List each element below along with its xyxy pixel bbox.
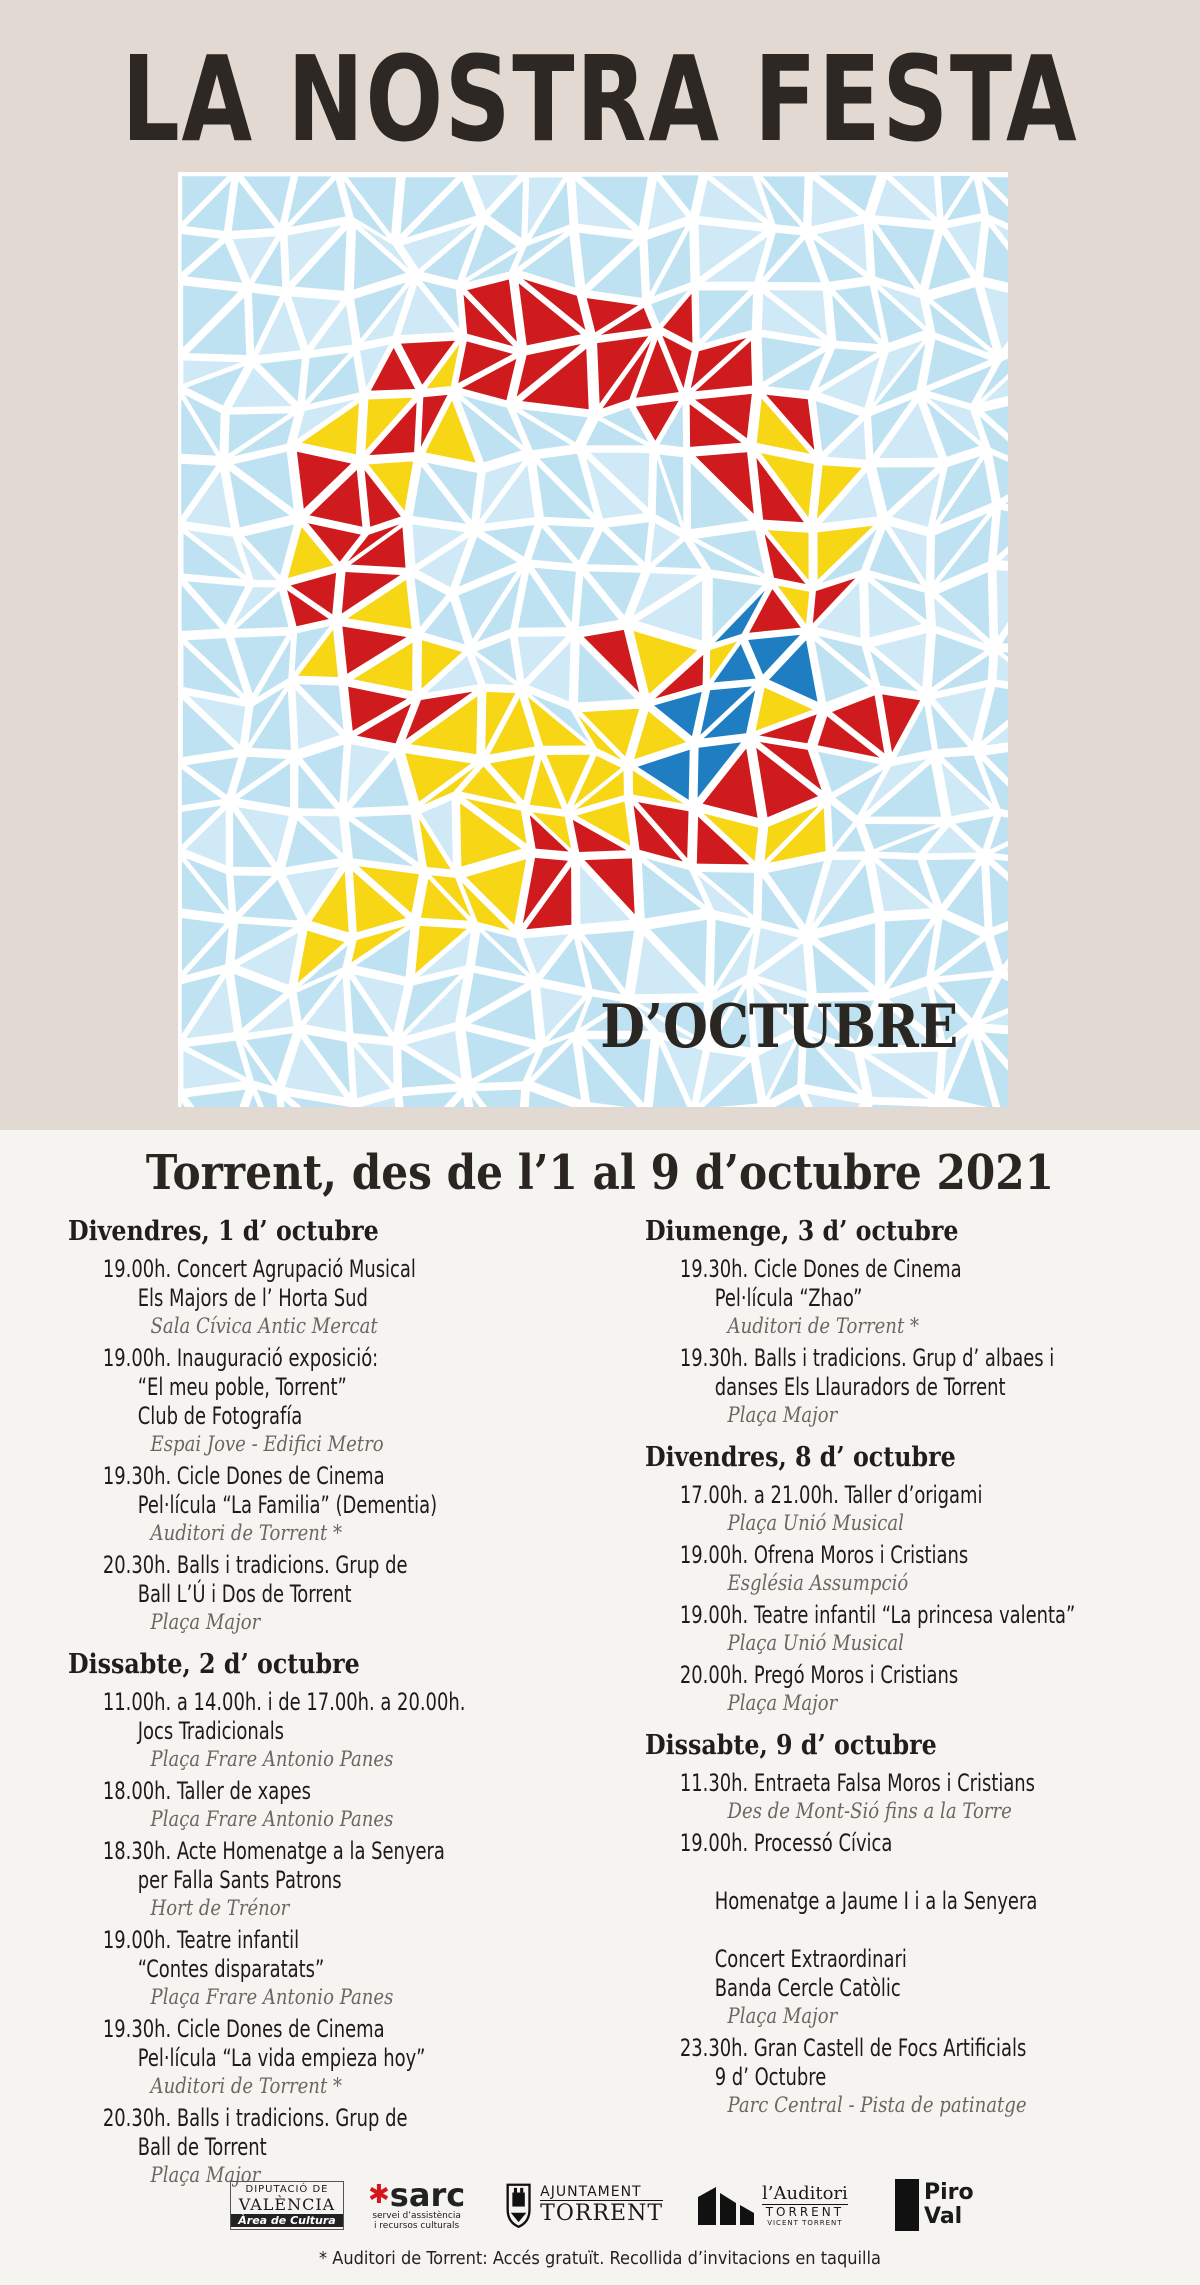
logo-ajuntament: [503, 2172, 663, 2238]
event-venue: Hort de Trénor: [150, 1896, 290, 1920]
event-venue: Plaça Frare Antonio Panes: [150, 1807, 394, 1831]
event-time-title: 18.00h. Taller de xapes: [102, 1777, 311, 1805]
event-time-title: 19.00h. Concert Agrupació Musical: [102, 1255, 416, 1283]
piroval-mark-icon: [895, 2179, 919, 2231]
event-time-title: 20.30h. Balls i tradicions. Grup de: [102, 2104, 408, 2132]
event-venue: Plaça Major: [727, 1403, 838, 1427]
sarc-name: sarc: [389, 2176, 466, 2214]
piroval-line1: Piro: [924, 2180, 974, 2205]
auditori-line1: l’Auditori: [762, 2183, 848, 2204]
event-time-title: 18.30h. Acte Homenatge a la Senyera: [102, 1837, 445, 1865]
event-detail-line: “El meu poble, Torrent”: [137, 1373, 347, 1401]
event-time-title: 17.00h. a 21.00h. Taller d’origami: [679, 1481, 983, 1509]
ajuntament-line2: TORRENT: [540, 2201, 663, 2226]
schedule-event: [645, 1255, 1185, 1340]
sarc-line1: servei d’assistència: [372, 2211, 461, 2221]
event-time-title: 23.30h. Gran Castell de Focs Artificials: [679, 2034, 1027, 2062]
day-heading: Divendres, 8 d’ octubre: [645, 1442, 956, 1473]
schedule-event: [68, 1926, 628, 2011]
diputacio-line3: Àrea de Cultura: [231, 2214, 343, 2227]
sponsor-logos: [0, 2172, 1200, 2242]
event-time-title: 20.00h. Pregó Moros i Cristians: [679, 1661, 959, 1689]
event-detail-line: [645, 1916, 1093, 1945]
event-venue: Església Assumpció: [727, 1571, 909, 1595]
event-detail-line: Club de Fotografía: [137, 1402, 303, 1430]
event-detail-line: [645, 1858, 1093, 1887]
day-heading: Divendres, 1 d’ octubre: [68, 1216, 379, 1247]
event-detail-line: Banda Cercle Catòlic: [714, 1974, 901, 2002]
schedule-event: [645, 2034, 1185, 2119]
event-detail-line: Pel·lícula “Zhao”: [714, 1284, 863, 1312]
event-detail-line: 9 d’ Octubre: [714, 2063, 827, 2091]
event-time-title: 19.00h. Teatre infantil: [102, 1926, 300, 1954]
auditori-building-icon: [696, 2183, 756, 2227]
event-time-title: 19.30h. Cicle Dones de Cinema: [679, 1255, 962, 1283]
auditori-line2: TORRENT: [762, 2204, 848, 2219]
event-time-title: 19.00h. Teatre infantil “La princesa valenta”: [679, 1601, 1076, 1629]
event-detail-line: Ball de Torrent: [137, 2133, 267, 2161]
schedule-event: [645, 1769, 1185, 1825]
event-detail-line: Jocs Tradicionals: [137, 1717, 285, 1745]
diputacio-line2: VALÈNCIA: [238, 2194, 336, 2214]
event-venue: Plaça Frare Antonio Panes: [150, 1747, 394, 1771]
schedule-event: [645, 1344, 1185, 1429]
sarc-star-icon: ✱: [368, 2180, 390, 2210]
event-venue: Plaça Frare Antonio Panes: [150, 1985, 394, 2009]
mosaic-artwork: [178, 172, 1008, 1107]
event-detail-line: Pel·lícula “La Familia” (Dementia): [137, 1491, 438, 1519]
schedule-event: [645, 1661, 1185, 1717]
event-time-title: 11.00h. a 14.00h. i de 17.00h. a 20.00h.: [102, 1688, 466, 1716]
sarc-line2: i recursos culturals: [373, 2221, 460, 2231]
torrent-coat-of-arms-icon: [503, 2175, 534, 2235]
event-detail-line: Els Majors de l’ Horta Sud: [137, 1284, 368, 1312]
event-time-title: 19.30h. Balls i tradicions. Grup d’ albaes i: [679, 1344, 1055, 1372]
diputacio-line1: DIPUTACIÓ DE: [245, 2183, 329, 2195]
schedule-right-column: [645, 1215, 1185, 2123]
date-label: D’OCTUBRE: [600, 992, 958, 1062]
event-time-title: 19.00h. Inauguració exposició:: [102, 1344, 379, 1372]
schedule-event: [68, 1462, 628, 1547]
event-venue: Plaça Major: [727, 1691, 838, 1715]
event-detail-line: “Contes disparatats”: [137, 1955, 325, 1983]
event-venue: Des de Mont-Sió fins a la Torre: [727, 1799, 1012, 1823]
schedule-event: [68, 1777, 628, 1833]
event-venue: Auditori de Torrent *: [727, 1314, 919, 1338]
day-heading: Diumenge, 3 d’ octubre: [645, 1216, 959, 1247]
event-detail-line: Ball L’Ú i Dos de Torrent: [137, 1580, 352, 1608]
logo-auditori: [696, 2172, 861, 2238]
event-venue: Auditori de Torrent *: [150, 2074, 342, 2098]
mosaic-nine-illustration: [178, 172, 1008, 1107]
ajuntament-line1: AJUNTAMENT: [540, 2184, 642, 2200]
piroval-line2: Val: [924, 2204, 963, 2229]
schedule-event: [645, 1541, 1185, 1597]
schedule-event: [68, 1551, 628, 1636]
event-venue: Plaça Major: [150, 2163, 261, 2187]
event-venue: Parc Central - Pista de patinatge: [727, 2093, 1027, 2117]
event-detail-line: Concert Extraordinari: [714, 1945, 907, 1973]
event-venue: Auditori de Torrent *: [150, 1521, 342, 1545]
event-time-title: 19.30h. Cicle Dones de Cinema: [102, 2015, 385, 2043]
event-detail-line: per Falla Sants Patrons: [137, 1866, 342, 1894]
event-venue: Plaça Major: [727, 2004, 838, 2028]
event-detail-line: Pel·lícula “La vida empieza hoy”: [137, 2044, 426, 2072]
footnote: * Auditori de Torrent: Accés gratuït. Recollida d’invitacions en taquilla: [319, 2248, 881, 2269]
schedule-event: [68, 1255, 628, 1340]
poster-title: LA NOSTRA FESTA: [121, 30, 1079, 168]
logo-piroval: [895, 2172, 985, 2238]
event-detail-line: danses Els Llauradors de Torrent: [714, 1373, 1006, 1401]
event-time-title: 19.30h. Cicle Dones de Cinema: [102, 1462, 385, 1490]
logo-diputacio: [230, 2172, 345, 2238]
schedule-event: [645, 1829, 1185, 2030]
event-venue: Espai Jove - Edifici Metro: [150, 1432, 384, 1456]
event-venue: Plaça Major: [150, 1610, 261, 1634]
event-time-title: 20.30h. Balls i tradicions. Grup de: [102, 1551, 408, 1579]
event-subtitle: Torrent, des de l’1 al 9 d’octubre 2021: [145, 1145, 1055, 1201]
event-time-title: 19.00h. Ofrena Moros i Cristians: [679, 1541, 969, 1569]
day-heading: Dissabte, 9 d’ octubre: [645, 1730, 937, 1761]
auditori-line3: VICENT TORRENT: [767, 2219, 843, 2227]
logo-sarc: [368, 2172, 478, 2238]
schedule-event: [645, 1481, 1185, 1537]
event-venue: Sala Cívica Antic Mercat: [150, 1314, 378, 1338]
schedule-event: [68, 2015, 628, 2100]
schedule-event: [645, 1601, 1185, 1657]
day-heading: Dissabte, 2 d’ octubre: [68, 1649, 360, 1680]
event-venue: Plaça Unió Musical: [727, 1511, 904, 1535]
event-time-title: 19.00h. Processó Cívica: [679, 1829, 893, 1857]
event-detail-line: Homenatge a Jaume I i a la Senyera: [714, 1887, 1038, 1915]
event-venue: Plaça Unió Musical: [727, 1631, 904, 1655]
poster-header-area: [0, 0, 1200, 1130]
schedule-left-column: [68, 1215, 628, 2193]
event-time-title: 11.30h. Entraeta Falsa Moros i Cristians: [679, 1769, 1036, 1797]
schedule-event: [68, 1344, 628, 1458]
schedule-event: [68, 1837, 628, 1922]
schedule-event: [68, 1688, 628, 1773]
